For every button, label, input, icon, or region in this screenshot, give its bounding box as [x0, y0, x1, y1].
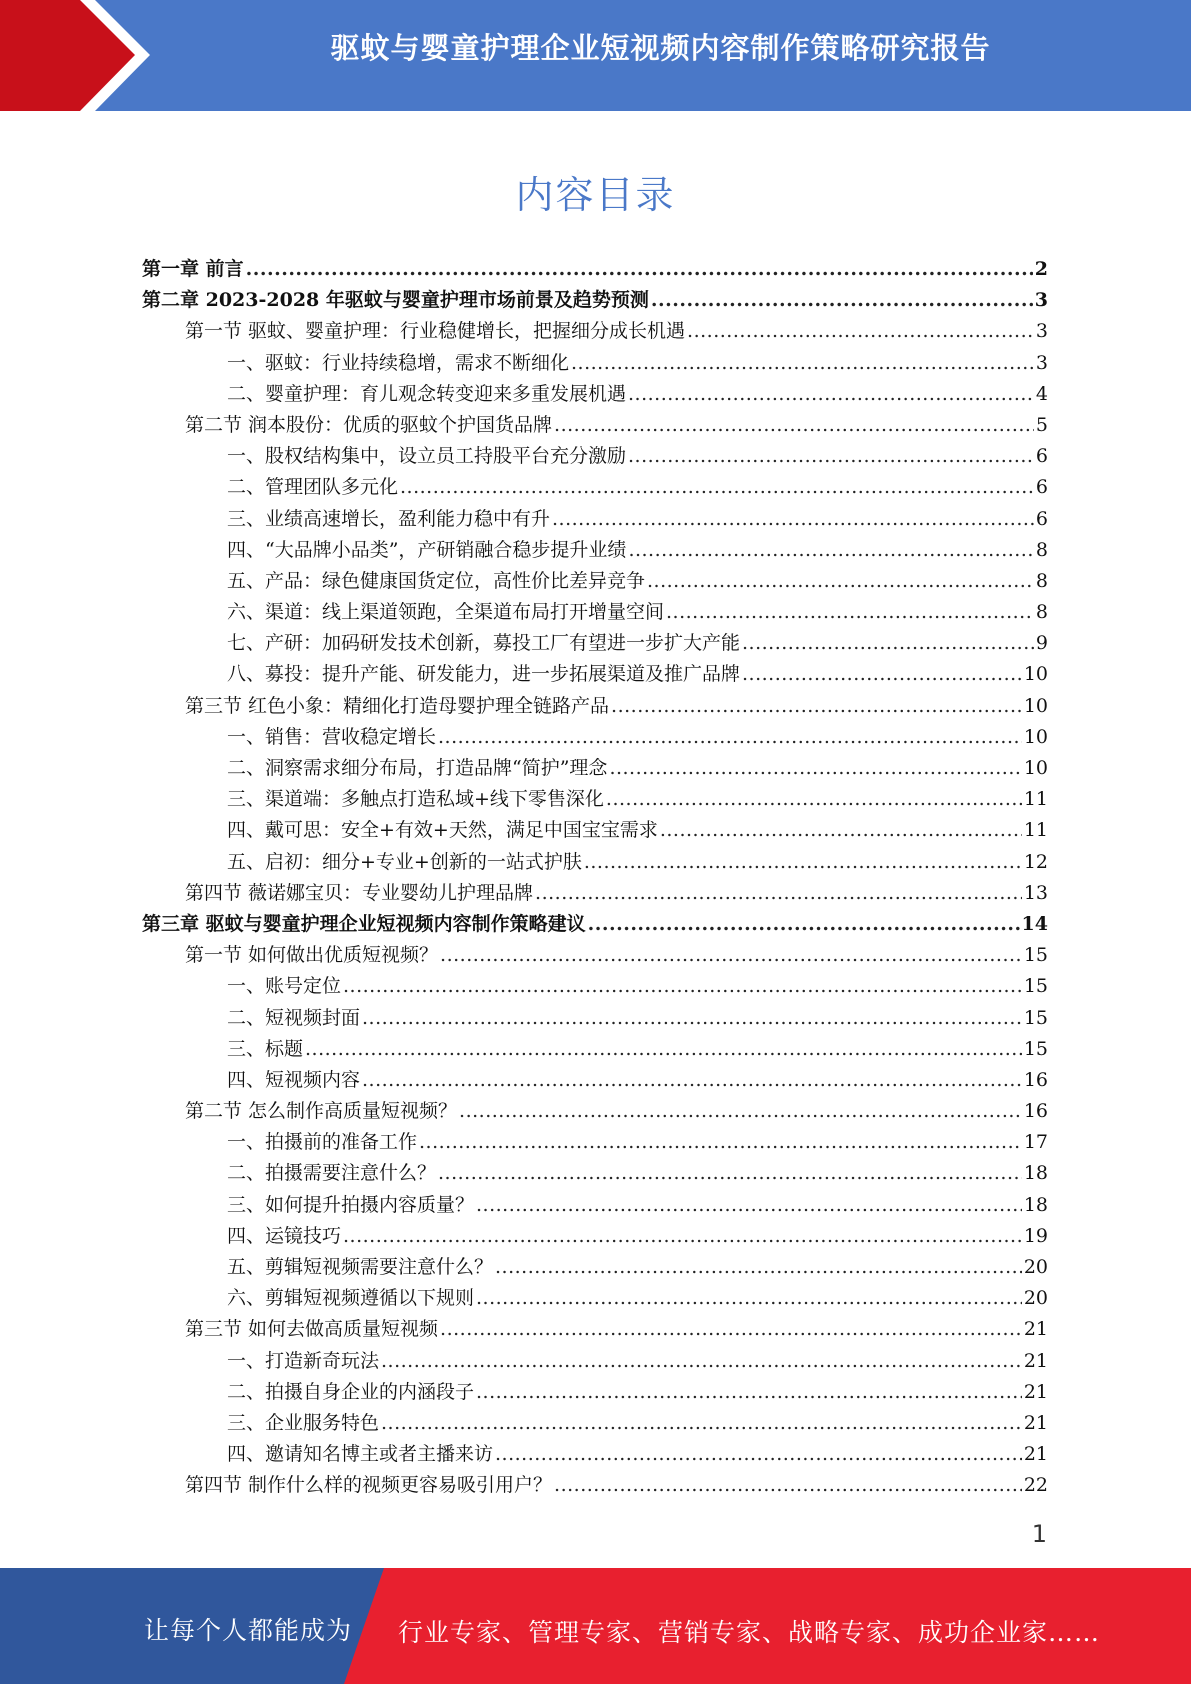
toc-entry-page: 16 [1023, 1100, 1048, 1123]
toc-subsection-entry[interactable] [142, 1377, 1048, 1408]
dot-leader [476, 1190, 1022, 1221]
dot-leader [660, 815, 1022, 846]
dot-leader [666, 597, 1034, 628]
toc-subsection-entry[interactable] [142, 1158, 1048, 1189]
dot-leader [362, 1065, 1022, 1096]
toc-entry-title: 八、募投：提升产能、研发能力，进一步拓展渠道及推广品牌 [227, 663, 741, 686]
toc-subsection-entry[interactable] [142, 597, 1048, 628]
footer-banner [0, 1568, 1191, 1684]
dot-leader [647, 566, 1034, 597]
toc-entry-title: 一、销售：营收稳定增长 [227, 725, 437, 748]
toc-subsection-entry[interactable] [142, 1034, 1048, 1065]
dot-leader [571, 348, 1034, 379]
dot-leader [611, 691, 1022, 722]
dot-leader [606, 784, 1022, 815]
dot-leader [584, 847, 1022, 878]
dot-leader [400, 472, 1034, 503]
toc-subsection-entry[interactable] [142, 1221, 1048, 1252]
toc-entry-title: 五、产品：绿色健康国货定位，高性价比差异竞争 [227, 569, 646, 592]
toc-subsection-entry[interactable] [142, 1065, 1048, 1096]
toc-subsection-entry[interactable] [142, 441, 1048, 472]
toc-section-entry[interactable] [142, 410, 1048, 441]
toc-subsection-entry[interactable] [142, 566, 1048, 597]
toc-entry-title: 第三章 驱蚊与婴童护理企业短视频内容制作策略建议 [142, 912, 586, 935]
toc-entry-page: 12 [1023, 850, 1048, 873]
dot-leader [687, 316, 1034, 347]
toc-entry-title: 三、业绩高速增长，盈利能力稳中有升 [227, 507, 551, 530]
dot-leader [440, 1314, 1022, 1345]
toc-subsection-entry[interactable] [142, 1252, 1048, 1283]
toc-entry-title: 一、股权结构集中，设立员工持股平台充分激励 [227, 445, 627, 468]
dot-leader [628, 379, 1034, 410]
toc-entry-title: 四、运镜技巧 [227, 1224, 342, 1247]
toc-entry-title: 第二节 润本股份：优质的驱蚊个护国货品牌 [185, 413, 553, 436]
dot-leader [609, 753, 1021, 784]
toc-entry-title: 第三节 红色小象：精细化打造母婴护理全链路产品 [185, 694, 610, 717]
toc-subsection-entry[interactable] [142, 815, 1048, 846]
toc-entry-page: 13 [1023, 881, 1048, 904]
toc-subsection-entry[interactable] [142, 1283, 1048, 1314]
toc-entry-title: 四、戴可思：安全+有效+天然，满足中国宝宝需求 [227, 819, 658, 842]
toc-entry-title: 二、拍摄自身企业的内涵段子 [227, 1380, 475, 1403]
toc-entry-page: 6 [1035, 507, 1048, 530]
dot-leader [495, 1252, 1022, 1283]
toc-entry-page: 17 [1023, 1131, 1048, 1154]
toc-entry-title: 二、洞察需求细分布局，打造品牌“简护”理念 [227, 757, 608, 779]
toc-section-entry[interactable] [142, 1314, 1048, 1345]
toc-entry-title: 四、短视频内容 [227, 1068, 361, 1091]
dot-leader [476, 1283, 1022, 1314]
toc-entry-page: 8 [1035, 538, 1048, 561]
toc-entry-title: 三、标题 [227, 1037, 304, 1060]
toc-subsection-entry[interactable] [142, 348, 1048, 379]
toc-subsection-entry[interactable] [142, 1408, 1048, 1439]
toc-entry-page: 15 [1023, 1006, 1048, 1029]
toc-entry-page: 20 [1023, 1287, 1048, 1310]
dot-leader [381, 1346, 1022, 1377]
chevron-arrow-icon [0, 0, 138, 111]
toc-entry-title: 五、剪辑短视频需要注意什么？ [227, 1256, 494, 1278]
toc-entry-title: 一、驱蚊：行业持续稳增，需求不断细化 [227, 351, 570, 374]
toc-subsection-entry[interactable] [142, 1346, 1048, 1377]
dot-leader [459, 1096, 1022, 1127]
toc-section-entry[interactable] [142, 691, 1048, 722]
toc-entry-title: 二、拍摄需要注意什么？ [227, 1162, 437, 1185]
footer-slogan-left: 让每个人都能成为 [144, 1616, 353, 1645]
toc-subsection-entry[interactable] [142, 971, 1048, 1002]
toc-entry-page: 6 [1035, 445, 1048, 468]
toc-entry-page: 10 [1023, 725, 1048, 748]
page-number: 1 [1031, 1520, 1047, 1548]
dot-leader [651, 285, 1033, 316]
toc-entry-page: 5 [1035, 413, 1048, 436]
toc-entry-page: 11 [1023, 788, 1048, 811]
toc-subsection-entry[interactable] [142, 1127, 1048, 1158]
toc-entry-page: 4 [1035, 382, 1048, 405]
toc-subsection-entry[interactable] [142, 722, 1048, 753]
toc-subsection-entry[interactable] [142, 504, 1048, 535]
toc-entry-page: 15 [1023, 1037, 1048, 1060]
toc-entry-title: 第四节 制作什么样的视频更容易吸引用户？ [185, 1474, 553, 1497]
toc-entry-title: 二、婴童护理：育儿观念转变迎来多重发展机遇 [227, 382, 627, 405]
toc-entry-page: 6 [1035, 476, 1048, 499]
toc-entry-title: 第一节 驱蚊、婴童护理：行业稳健增长，把握细分成长机遇 [185, 320, 686, 343]
toc-section-entry[interactable] [142, 940, 1048, 971]
dot-leader [438, 1158, 1022, 1189]
toc-entry-page: 2 [1034, 258, 1048, 280]
dot-leader [628, 535, 1033, 566]
header-banner [0, 0, 1191, 111]
toc-subsection-entry[interactable] [142, 1003, 1048, 1034]
dot-leader [440, 940, 1022, 971]
toc-entry-title: 六、渠道：线上渠道领跑，全渠道布局打开增量空间 [227, 601, 665, 624]
toc-section-entry[interactable] [142, 1096, 1048, 1127]
toc-subsection-entry[interactable] [142, 628, 1048, 659]
dot-leader [438, 722, 1022, 753]
toc-entry-page: 18 [1023, 1162, 1048, 1185]
toc-entry-page: 8 [1035, 569, 1048, 592]
toc-entry-title: 三、如何提升拍摄内容质量？ [227, 1193, 475, 1216]
toc-entry-title: 一、账号定位 [227, 975, 342, 998]
toc-entry-page: 9 [1035, 632, 1048, 655]
toc-entry-page: 21 [1023, 1411, 1048, 1434]
dot-leader [343, 971, 1022, 1002]
dot-leader [305, 1034, 1022, 1065]
toc-entry-title: 二、短视频封面 [227, 1006, 361, 1029]
toc-entry-title: 第二章 2023-2028 年驱蚊与婴童护理市场前景及趋势预测 [142, 289, 649, 312]
dot-leader [495, 1439, 1022, 1470]
toc-entry-title: 七、产研：加码研发技术创新，募投工厂有望进一步扩大产能 [227, 632, 741, 655]
toc-entry-page: 20 [1023, 1256, 1048, 1278]
toc-entry-page: 18 [1023, 1193, 1048, 1216]
toc-entry-title: 一、拍摄前的准备工作 [227, 1131, 418, 1154]
toc-entry-page: 3 [1035, 351, 1048, 374]
toc-entry-page: 15 [1023, 944, 1048, 967]
toc-entry-page: 8 [1035, 601, 1048, 624]
toc-subsection-entry[interactable] [142, 472, 1048, 503]
toc-entry-title: 一、打造新奇玩法 [227, 1349, 380, 1372]
toc-subsection-entry[interactable] [142, 753, 1048, 784]
toc-entry-title: 四、邀请知名博主或者主播来访 [227, 1443, 494, 1466]
toc-entry-page: 19 [1023, 1224, 1048, 1247]
toc-entry-page: 10 [1023, 663, 1048, 686]
toc-entry-page: 3 [1034, 289, 1048, 312]
toc-entry-title: 三、企业服务特色 [227, 1411, 380, 1434]
toc-subsection-entry[interactable] [142, 1439, 1048, 1470]
dot-leader [362, 1003, 1022, 1034]
toc-entry-page: 21 [1023, 1380, 1048, 1403]
dot-leader [742, 659, 1022, 690]
dot-leader [246, 254, 1033, 285]
footer-slogan-right: 行业专家、管理专家、营销专家、战略专家、成功企业家…… [398, 1618, 1101, 1647]
toc-entry-page: 10 [1023, 757, 1048, 779]
toc-entry-page: 11 [1023, 819, 1048, 842]
toc-entry-title: 第二节 怎么制作高质量短视频？ [185, 1100, 458, 1123]
toc-subsection-entry[interactable] [142, 535, 1048, 566]
toc-entry-title: 六、剪辑短视频遵循以下规则 [227, 1287, 475, 1310]
toc-section-entry[interactable] [142, 878, 1048, 909]
dot-leader [742, 628, 1034, 659]
report-title: 驱蚊与婴童护理企业短视频内容制作策略研究报告 [330, 31, 991, 65]
toc-entry-title: 第四节 薇诺娜宝贝：专业婴幼儿护理品牌 [185, 881, 534, 904]
toc-section-entry[interactable] [142, 1470, 1048, 1501]
toc-entry-title: 五、启初：细分+专业+创新的一站式护肤 [227, 850, 582, 873]
dot-leader [476, 1377, 1022, 1408]
toc-entry-page: 22 [1023, 1474, 1048, 1497]
toc-subsection-entry[interactable] [142, 847, 1048, 878]
toc-subsection-entry[interactable] [142, 379, 1048, 410]
toc-heading: 内容目录 [515, 173, 676, 217]
dot-leader [628, 441, 1034, 472]
toc-entry-page: 21 [1023, 1349, 1048, 1372]
dot-leader [554, 410, 1034, 441]
toc-entry-title: 第一章 前言 [142, 258, 244, 280]
table-of-contents [142, 254, 1048, 1502]
toc-entry-page: 16 [1023, 1068, 1048, 1091]
toc-subsection-entry[interactable] [142, 659, 1048, 690]
dot-leader [381, 1408, 1022, 1439]
dot-leader [535, 878, 1022, 909]
toc-chapter-entry[interactable] [142, 285, 1048, 316]
toc-chapter-entry[interactable] [142, 909, 1048, 940]
toc-subsection-entry[interactable] [142, 784, 1048, 815]
toc-entry-page: 3 [1035, 320, 1048, 343]
toc-subsection-entry[interactable] [142, 1190, 1048, 1221]
toc-entry-title: 二、管理团队多元化 [227, 476, 399, 499]
toc-entry-page: 14 [1021, 912, 1048, 935]
dot-leader [343, 1221, 1022, 1252]
toc-entry-page: 21 [1023, 1443, 1048, 1466]
toc-chapter-entry[interactable] [142, 254, 1048, 285]
toc-section-entry[interactable] [142, 316, 1048, 347]
toc-entry-page: 10 [1023, 694, 1048, 717]
toc-entry-title: 四、“大品牌小品类”，产研销融合稳步提升业绩 [227, 538, 627, 561]
dot-leader [554, 1470, 1022, 1501]
toc-entry-page: 15 [1023, 975, 1048, 998]
dot-leader [419, 1127, 1022, 1158]
dot-leader [588, 909, 1020, 940]
toc-entry-page: 21 [1023, 1318, 1048, 1341]
toc-entry-title: 第三节 如何去做高质量短视频 [185, 1318, 439, 1341]
dot-leader [552, 504, 1034, 535]
toc-entry-title: 三、渠道端：多触点打造私域+线下零售深化 [227, 788, 604, 811]
toc-entry-title: 第一节 如何做出优质短视频？ [185, 944, 439, 967]
